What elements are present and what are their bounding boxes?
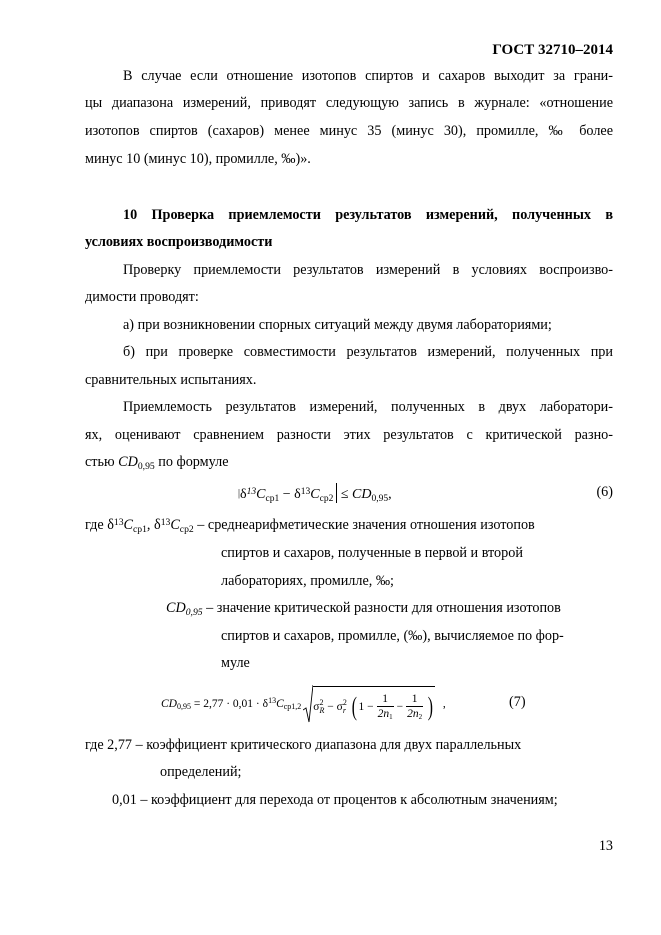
definition-line: спиртов и сахаров, полученные в первой и второй	[221, 545, 523, 561]
document-header: ГОСТ 32710–2014	[492, 42, 613, 58]
formula-number: (7)	[509, 694, 526, 710]
paragraph-line: Проверку приемлемости результатов измерений в условиях воспроизво-	[123, 262, 613, 278]
definition-line: определений;	[160, 764, 242, 780]
paragraph-line: ях, оценивают сравнением разности этих результатов с критической разно-	[85, 427, 613, 443]
page-number: 13	[598, 838, 613, 854]
paragraph-line: димости проводят:	[85, 289, 199, 305]
section-heading: 10 Проверка приемлемости результатов измерений, полученных в	[123, 207, 613, 223]
paragraph-line: Приемлемость результатов измерений, полученных в двух лаборатори-	[123, 399, 613, 415]
paragraph-line: минус 10 (минус 10), промилле, ‰)».	[85, 151, 311, 167]
paragraph-line: цы диапазона измерений, приводят следующую запись в журнале: «отношение	[85, 95, 613, 111]
paragraph-line: стью $CD_{0,95}$ по формуле	[85, 454, 229, 473]
paragraph-line: изотопов спиртов (сахаров) менее минус 35 (минус 30), промилле, ‰ более	[85, 123, 613, 139]
definition-line: муле	[221, 655, 250, 671]
formula-6: $|\delta^{13}C_{ср1} - \delta^{13}C_{ср2} \le CD_{0,95}$,	[238, 483, 392, 503]
definition-line: лабораториях, промилле, ‰;	[221, 573, 394, 589]
definition-term: $CD_{0,95}$ – значение критической разности для отношения изотопов	[166, 600, 561, 619]
list-item: б) при проверке совместимости результатов измерений, полученных при	[123, 344, 613, 360]
section-heading: условиях воспроизводимости	[85, 234, 273, 250]
formula-number: (6)	[596, 484, 613, 500]
definition-term: где $\delta^{13}C_{ср1}$, $\delta^{13}C_{ср2}$ – среднеарифметические значения отношения изотопов	[85, 516, 535, 536]
paragraph-line: В случае если отношение изотопов спиртов и сахаров выходит за грани-	[123, 68, 613, 84]
list-item: сравнительных испытаниях.	[85, 372, 257, 388]
definition-line: спиртов и сахаров, промилле, (‰), вычисляемое по фор-	[221, 628, 564, 644]
sqrt-sign	[303, 684, 313, 724]
formula-7: CD 0,95 = 2,77 · 0,01 · δ 13 C ср1,2 σ 2 R − σ 2 r ( 1 − $\frac{1}{2n_1}$ − $\frac{1}{2n_2}$ ) ,	[161, 684, 446, 724]
definition-term: где 2,77 – коэффициент критического диапазона для двух параллельных	[85, 737, 522, 753]
definition-term: 0,01 – коэффициент для перехода от процентов к абсолютным значениям;	[112, 792, 558, 808]
list-item: а) при возникновении спорных ситуаций между двумя лабораториями;	[123, 317, 552, 333]
